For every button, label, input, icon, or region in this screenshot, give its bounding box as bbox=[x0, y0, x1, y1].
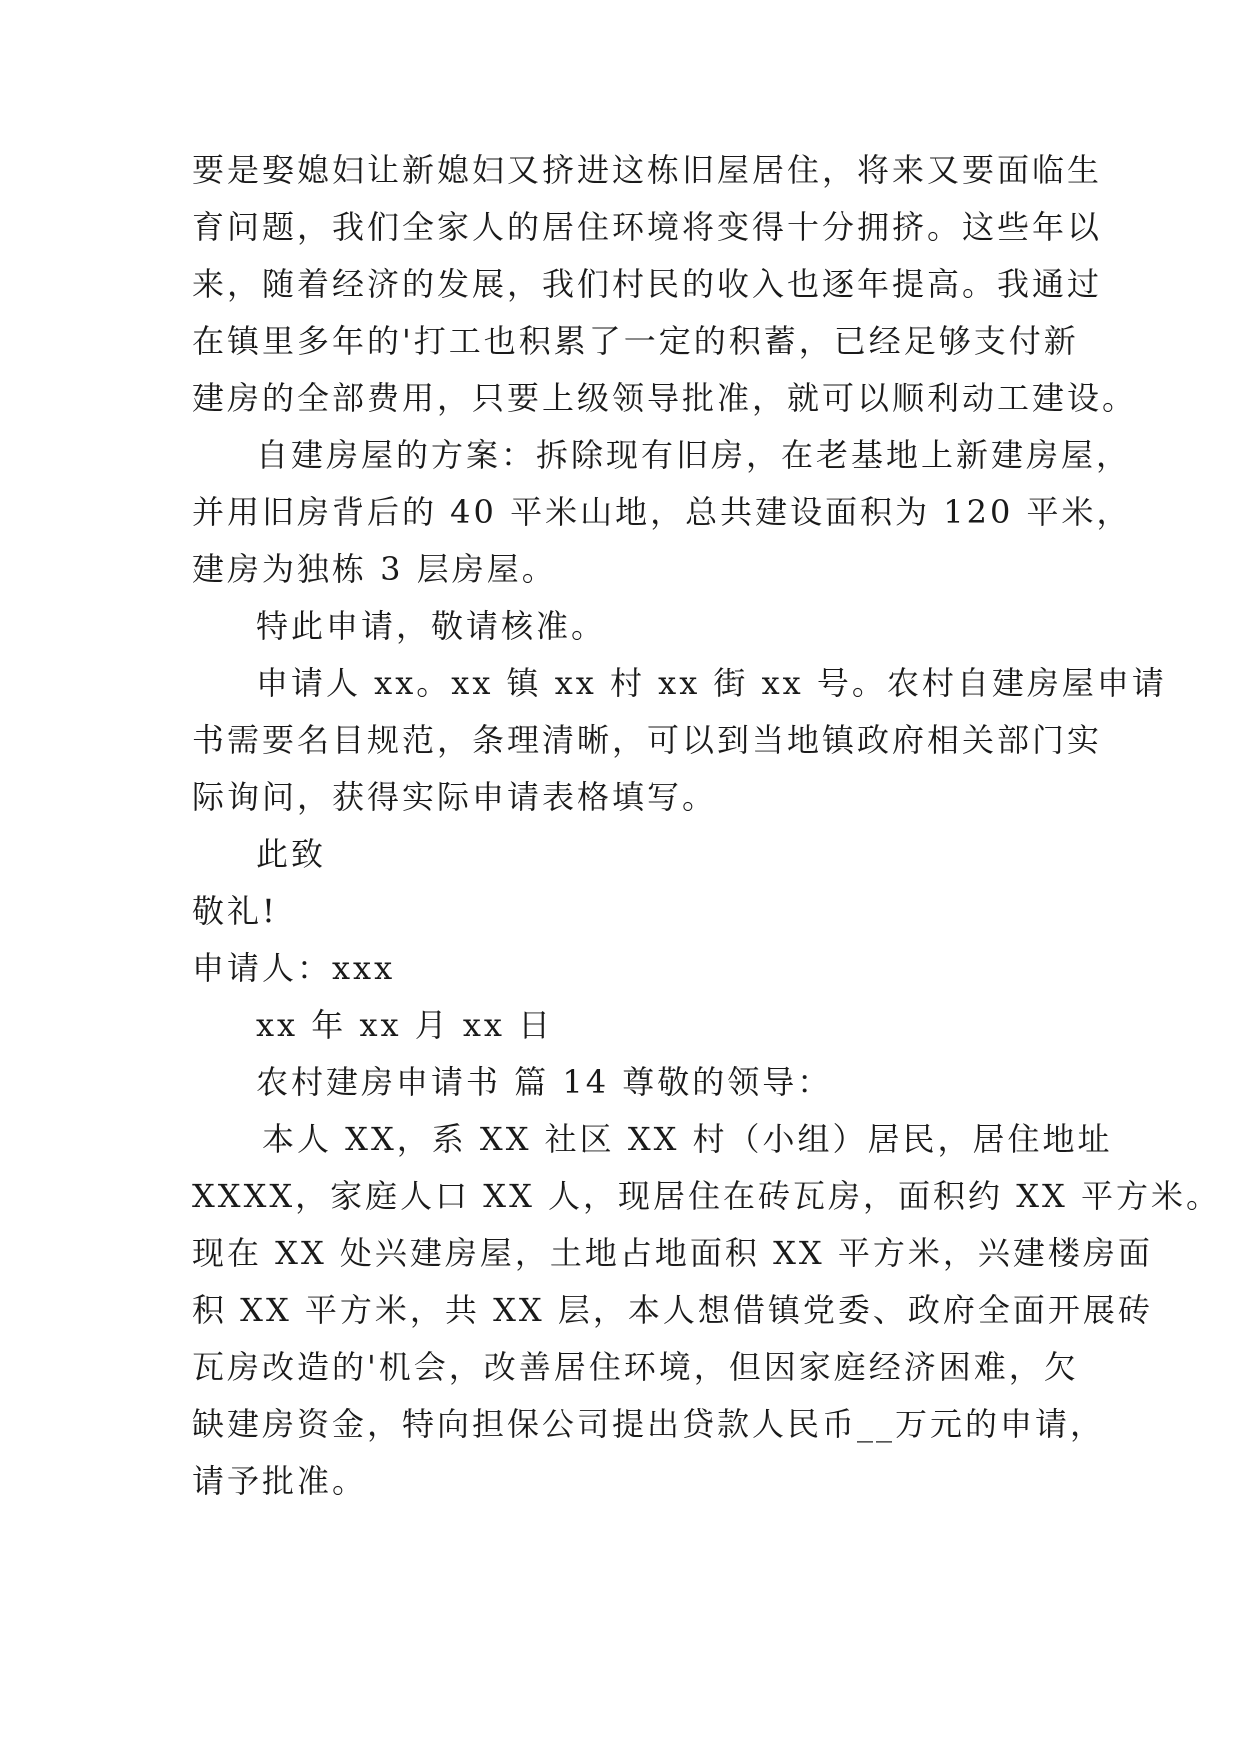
paragraph-line: 在镇里多年的'打工也积累了一定的积蓄，已经足够支付新 bbox=[192, 322, 1079, 360]
paragraph-line: 来，随着经济的发展，我们村民的收入也逐年提高。我通过 bbox=[192, 265, 1103, 303]
paragraph-line: 申请人 xx。xx 镇 xx 村 xx 街 xx 号。农村自建房屋申请 bbox=[256, 664, 1167, 702]
applicant-signature: 申请人：xxx bbox=[192, 949, 396, 987]
closing-salutation: 此致 bbox=[256, 835, 327, 873]
section-heading: 农村建房申请书 篇 14 尊敬的领导： bbox=[256, 1063, 833, 1101]
paragraph-line: 自建房屋的方案：拆除现有旧房，在老基地上新建房屋， bbox=[256, 436, 1132, 474]
paragraph-line: 缺建房资金，特向担保公司提出贷款人民币__万元的申请， bbox=[192, 1405, 1106, 1443]
paragraph-line: 建房为独栋 3 层房屋。 bbox=[192, 550, 557, 588]
paragraph-line: 并用旧房背后的 40 平米山地，总共建设面积为 120 平米， bbox=[192, 493, 1132, 531]
paragraph-line: 书需要名目规范，条理清晰，可以到当地镇政府相关部门实 bbox=[192, 721, 1103, 759]
paragraph-line: 育问题，我们全家人的居住环境将变得十分拥挤。这些年以 bbox=[192, 208, 1103, 246]
paragraph-line: XXXX，家庭人口 XX 人，现居住在砖瓦房，面积约 XX 平方米。 bbox=[192, 1177, 1221, 1215]
paragraph-line: 请予批准。 bbox=[192, 1462, 368, 1500]
letter-date: xx 年 xx 月 xx 日 bbox=[256, 1006, 554, 1044]
paragraph-line: 建房的全部费用，只要上级领导批准，就可以顺利动工建设。 bbox=[192, 379, 1138, 417]
paragraph-line: 本人 XX，系 XX 社区 XX 村（小组）居民，居住地址 bbox=[262, 1120, 1113, 1158]
paragraph-line: 要是娶媳妇让新媳妇又挤进这栋旧屋居住，将来又要面临生 bbox=[192, 151, 1103, 189]
paragraph-line: 瓦房改造的'机会，改善居住环境，但因家庭经济困难，欠 bbox=[192, 1348, 1079, 1386]
paragraph-line: 积 XX 平方米，共 XX 层，本人想借镇党委、政府全面开展砖 bbox=[192, 1291, 1153, 1329]
paragraph-line: 特此申请，敬请核准。 bbox=[256, 607, 607, 645]
paragraph-line: 现在 XX 处兴建房屋，土地占地面积 XX 平方米，兴建楼房面 bbox=[192, 1234, 1153, 1272]
paragraph-line: 际询问，获得实际申请表格填写。 bbox=[192, 778, 718, 816]
closing-regards: 敬礼! bbox=[192, 892, 278, 930]
